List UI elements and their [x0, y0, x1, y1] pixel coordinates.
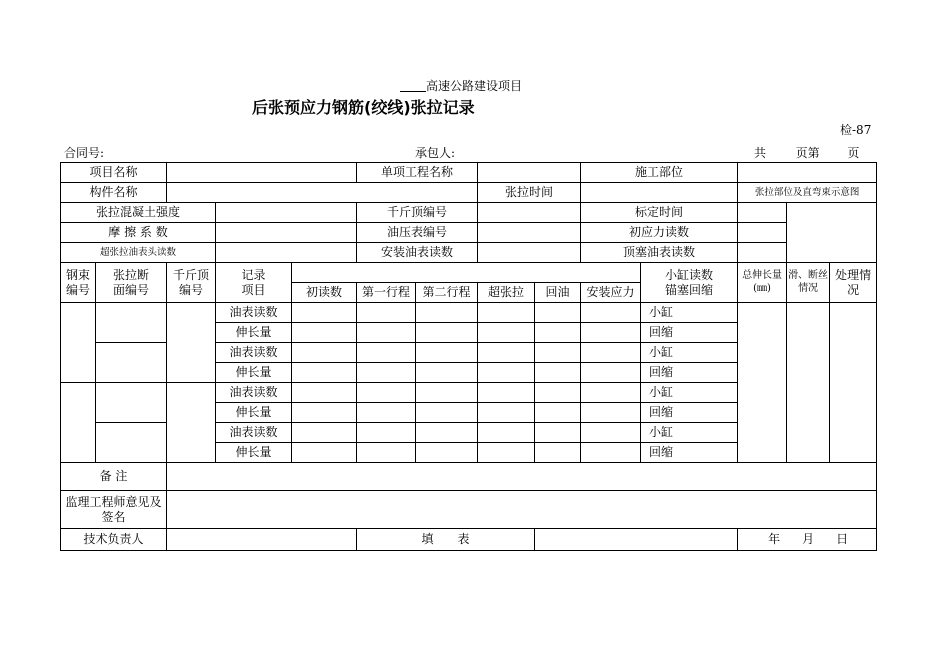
reading-cell[interactable] — [416, 423, 478, 443]
tension-time-label: 张拉时间 — [478, 183, 581, 203]
page-title: 后张预应力钢筋(绞线)张拉记录 — [252, 98, 475, 117]
col-slip-break: 滑、断丝情况 — [787, 263, 830, 303]
reading-cell[interactable] — [478, 423, 535, 443]
jack-no-label: 千斤顶编号 — [357, 203, 478, 223]
reading-cell[interactable] — [357, 423, 416, 443]
reading-cell[interactable] — [478, 403, 535, 423]
reading-cell[interactable] — [478, 383, 535, 403]
date-month: 月 — [802, 532, 815, 546]
reading-cell[interactable] — [535, 343, 581, 363]
reading-cell[interactable] — [581, 303, 641, 323]
supervisor-value[interactable] — [167, 491, 877, 529]
filled-by-label: 填 表 — [357, 529, 535, 551]
reading-cell[interactable] — [416, 443, 478, 463]
tech-lead-label: 技术负责人 — [61, 529, 167, 551]
cyl-label: 回缩 — [641, 363, 738, 383]
over-tension-value[interactable] — [216, 243, 357, 263]
col-return-oil: 回油 — [535, 283, 581, 303]
reading-cell[interactable] — [357, 383, 416, 403]
tension-time-value[interactable] — [581, 183, 738, 203]
reading-cell[interactable] — [581, 323, 641, 343]
reading-cell[interactable] — [292, 383, 357, 403]
col-stroke2: 第二行程 — [416, 283, 478, 303]
date-day: 日 — [836, 532, 849, 546]
reading-cell[interactable] — [292, 323, 357, 343]
over-tension-label: 超张拉油表头读数 — [61, 243, 216, 263]
section-cell[interactable] — [96, 423, 167, 463]
reading-cell[interactable] — [581, 383, 641, 403]
cyl-label: 回缩 — [641, 443, 738, 463]
reading-cell[interactable] — [581, 363, 641, 383]
reading-cell[interactable] — [292, 403, 357, 423]
col-strand-no: 钢束 编号 — [61, 263, 96, 303]
section-cell[interactable] — [96, 383, 167, 423]
reading-cell[interactable] — [535, 403, 581, 423]
col-readings-blank — [292, 263, 641, 283]
col-record-item: 记录 项目 — [216, 263, 292, 303]
reading-cell[interactable] — [535, 363, 581, 383]
section-cell[interactable] — [96, 343, 167, 383]
cyl-label: 小缸 — [641, 383, 738, 403]
reading-cell[interactable] — [292, 363, 357, 383]
gauge-no-label: 油压表编号 — [357, 223, 478, 243]
cyl-label: 小缸 — [641, 423, 738, 443]
handling-cell[interactable] — [830, 303, 877, 463]
reading-cell[interactable] — [478, 323, 535, 343]
reading-cell[interactable] — [478, 343, 535, 363]
pages-total-label: 共 — [754, 146, 767, 160]
strand-cell[interactable] — [61, 303, 96, 383]
col-over-tension: 超张拉 — [478, 283, 535, 303]
reading-cell[interactable] — [581, 443, 641, 463]
reading-cell[interactable] — [478, 363, 535, 383]
concrete-strength-label: 张拉混凝土强度 — [61, 203, 216, 223]
remarks-value[interactable] — [167, 463, 877, 491]
col-jack-no: 千斤顶 编号 — [167, 263, 216, 303]
contract-no-label: 合同号: — [64, 146, 105, 160]
initial-stress-value[interactable] — [738, 223, 787, 243]
jack-cell[interactable] — [167, 383, 216, 463]
page-count — [754, 147, 859, 159]
col-section-no: 张拉断 面编号 — [96, 263, 167, 303]
project-name-blank[interactable] — [400, 81, 426, 92]
reading-cell[interactable] — [581, 343, 641, 363]
reading-cell[interactable] — [416, 303, 478, 323]
reading-cell[interactable] — [478, 303, 535, 323]
record-item: 伸长量 — [216, 363, 292, 383]
initial-stress-label: 初应力读数 — [581, 223, 738, 243]
project-name-line — [400, 80, 522, 92]
reading-cell[interactable] — [478, 443, 535, 463]
reading-cell[interactable] — [292, 423, 357, 443]
reading-cell[interactable] — [357, 443, 416, 463]
diagram-area[interactable] — [787, 203, 877, 263]
calib-time-value[interactable] — [738, 203, 787, 223]
reading-cell[interactable] — [535, 303, 581, 323]
reading-cell[interactable] — [292, 443, 357, 463]
install-reading-label: 安装油表读数 — [357, 243, 478, 263]
calib-time-label: 标定时间 — [581, 203, 738, 223]
record-item: 油表读数 — [216, 383, 292, 403]
col-initial: 初读数 — [292, 283, 357, 303]
col-install-stress: 安装应力 — [581, 283, 641, 303]
reading-cell[interactable] — [357, 403, 416, 423]
friction-coef-value[interactable] — [216, 223, 357, 243]
record-item: 油表读数 — [216, 423, 292, 443]
top-plug-label: 顶塞油表读数 — [581, 243, 738, 263]
record-item: 油表读数 — [216, 343, 292, 363]
reading-cell[interactable] — [416, 403, 478, 423]
project-suffix: 高速公路建设项目 — [426, 79, 523, 93]
tension-record-table — [60, 162, 877, 551]
reading-cell[interactable] — [357, 323, 416, 343]
diagram-note: 张拉部位及直弯束示意图 — [738, 183, 877, 203]
member-name-value[interactable] — [167, 183, 478, 203]
reading-cell[interactable] — [292, 343, 357, 363]
reading-cell[interactable] — [416, 363, 478, 383]
reading-cell[interactable] — [292, 303, 357, 323]
reading-cell[interactable] — [416, 383, 478, 403]
record-item: 伸长量 — [216, 403, 292, 423]
col-total-elongation: 总伸长量(㎜) — [738, 263, 787, 303]
friction-coef-label: 摩 擦 系 数 — [61, 223, 216, 243]
supervisor-label: 监理工程师意见及签名 — [61, 491, 167, 529]
form-number: 检-87 — [840, 123, 872, 137]
col-small-cyl: 小缸读数 锚塞回缩 — [641, 263, 738, 303]
date-year: 年 — [768, 532, 781, 546]
cyl-label: 小缸 — [641, 303, 738, 323]
section-cell[interactable] — [96, 303, 167, 343]
record-item: 伸长量 — [216, 443, 292, 463]
project-name-label: 项目名称 — [61, 163, 167, 183]
jack-no-value[interactable] — [478, 203, 581, 223]
reading-cell[interactable] — [535, 323, 581, 343]
total-elongation-cell[interactable] — [738, 303, 787, 463]
construction-part-label: 施工部位 — [581, 163, 738, 183]
cyl-label: 回缩 — [641, 323, 738, 343]
reading-cell[interactable] — [357, 363, 416, 383]
member-name-label: 构件名称 — [61, 183, 167, 203]
construction-part-value[interactable] — [738, 163, 877, 183]
reading-cell[interactable] — [357, 303, 416, 323]
cyl-label: 小缸 — [641, 343, 738, 363]
contractor-label: 承包人: — [415, 146, 456, 160]
pages-end-label: 页 — [847, 146, 860, 160]
col-handling: 处理情况 — [830, 263, 877, 303]
date-cell[interactable] — [738, 529, 877, 551]
jack-cell[interactable] — [167, 303, 216, 383]
slip-break-cell[interactable] — [787, 303, 830, 463]
reading-cell[interactable] — [581, 423, 641, 443]
project-name-value[interactable] — [167, 163, 357, 183]
unit-project-label: 单项工程名称 — [357, 163, 478, 183]
reading-cell[interactable] — [416, 343, 478, 363]
reading-cell[interactable] — [416, 323, 478, 343]
reading-cell[interactable] — [535, 423, 581, 443]
col-stroke1: 第一行程 — [357, 283, 416, 303]
top-plug-value[interactable] — [738, 243, 787, 263]
strand-cell[interactable] — [61, 383, 96, 463]
concrete-strength-value[interactable] — [216, 203, 357, 223]
reading-cell[interactable] — [357, 343, 416, 363]
tech-lead-value[interactable] — [167, 529, 357, 551]
gauge-no-value[interactable] — [478, 223, 581, 243]
record-item: 伸长量 — [216, 323, 292, 343]
reading-cell[interactable] — [535, 383, 581, 403]
record-item: 油表读数 — [216, 303, 292, 323]
install-reading-value[interactable] — [478, 243, 581, 263]
remarks-label: 备 注 — [61, 463, 167, 491]
cyl-label: 回缩 — [641, 403, 738, 423]
filled-by-value[interactable] — [535, 529, 738, 551]
reading-cell[interactable] — [581, 403, 641, 423]
reading-cell[interactable] — [535, 443, 581, 463]
unit-project-value[interactable] — [478, 163, 581, 183]
pages-mid-label: 页第 — [795, 146, 820, 160]
